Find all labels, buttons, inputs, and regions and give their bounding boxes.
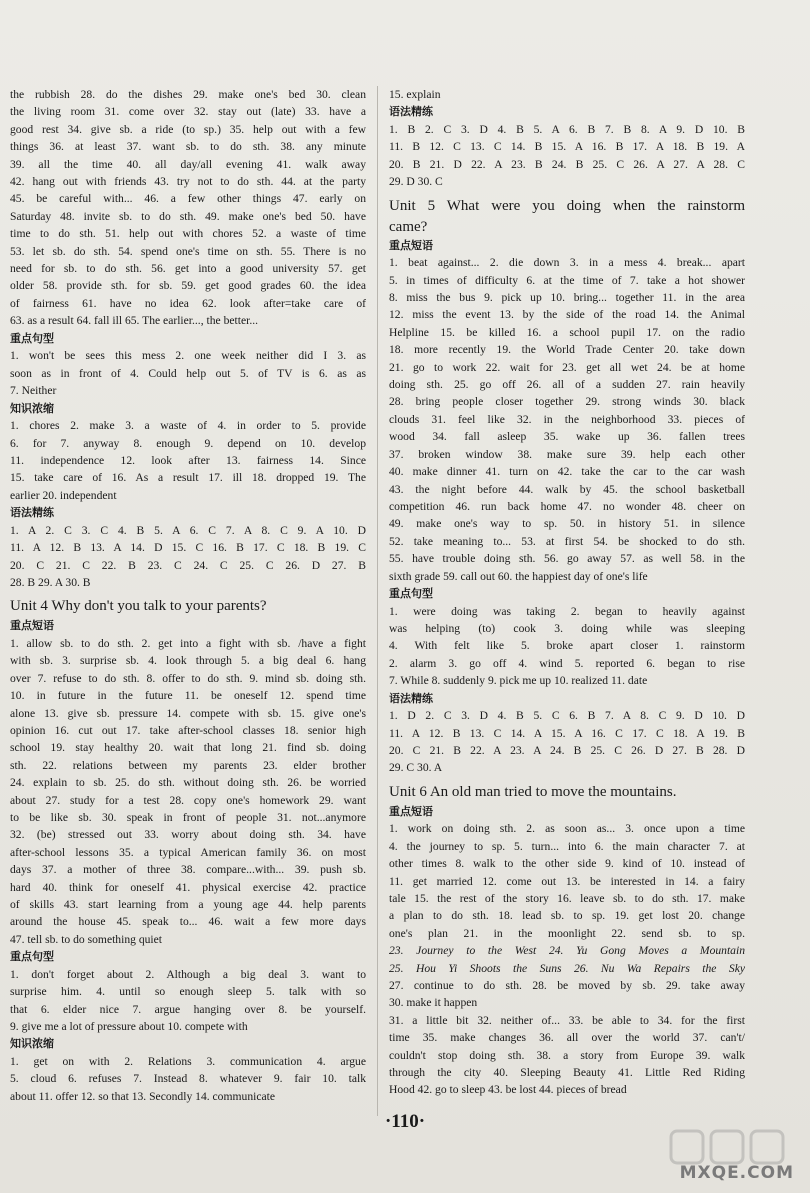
text-line: 9. give me a lot of pressure about 10. compete with [10, 1020, 248, 1034]
text-line: 40. make dinner 41. turn on 42. take the car to the car wash [389, 465, 745, 479]
text-line: 31. a little bit 32. neither of... 33. be able to 34. for the first [389, 1013, 745, 1027]
text-line: 1. D 2. C 3. D 4. B 5. C 6. B 7. A 8. C 9. D 10. D [389, 709, 745, 723]
text-line: alone 13. give sb. pressure 14. compete with sb. 15. give one's [10, 706, 366, 720]
text-line: 24. explain to sb. 25. do sth. without doing sth. 26. be worried [10, 776, 366, 790]
text-line: Helpline 15. be killed 16. a school pupil 17. on the radio [389, 325, 745, 339]
text-line: 11. get married 12. come out 13. be interested in 14. a fairy [389, 874, 745, 888]
text-line: 1. don't forget about 2. Although a big deal 3. want to [10, 967, 366, 981]
text-line: 1. were doing was taking 2. began to heavily against [389, 604, 745, 618]
text-line: time 35. make changes 36. all over the world 37. can't/ [389, 1031, 745, 1045]
text-line: doing sth. 25. go off 26. all of a sudden 27. rain heavily [389, 378, 745, 392]
text-line: 20. C 21. C 22. B 23. C 24. C 25. C 26. D 27. B [10, 558, 366, 572]
text-line: 11. independence 12. look after 13. fairness 14. Since [10, 453, 366, 467]
text-line: of skills 43. start learning from a young age 44. help parents [10, 898, 366, 912]
text-line: the rubbish 28. do the dishes 29. make one's bed 30. clean [10, 88, 366, 101]
text-line: days 37. a mother of three 38. compare...with... 39. push sb. [10, 863, 366, 877]
text-line: around the house 45. speak to... 46. wait a few more days [10, 915, 366, 929]
text-line: 37. broken window 38. make sure 39. help each other [389, 447, 745, 461]
text-line: 20. C 21. B 22. A 23. A 24. B 25. C 26. D 27. B 28. D [389, 743, 745, 757]
section-heading: 重点句型 [10, 331, 54, 345]
text-line: 8. miss the bus 9. pick up 10. bring... together 11. in the area [389, 291, 745, 305]
text-line: 5. cloud 6. refuses 7. Instead 8. whatever 9. fair 10. talk [10, 1072, 366, 1086]
section-heading: 重点句型 [389, 586, 433, 600]
text-line: sixth grade 59. call out 60. the happiest day of one's life [389, 569, 648, 583]
text-line: 15. take care of 16. As a result 17. ill 18. dropped 19. The [10, 471, 366, 485]
text-line: 18. more recently 19. the World Trade Center 20. take down [389, 343, 745, 357]
text-line: 1. won't be sees this mess 2. one week neither did I 3. as [10, 349, 366, 363]
text-line: 12. miss the event 13. by the side of the road 14. the Animal [389, 308, 745, 322]
section-heading: 重点短语 [10, 619, 54, 633]
text-line: 28. bring people closer together 29. strong winds 30. black [389, 395, 745, 409]
text-line: one's plan 21. in the moonlight 22. send sb. to sp. [389, 926, 745, 940]
text-line: 23. Journey to the West 24. Yu Gong Moves a Mountain [389, 944, 745, 958]
watermark-text: MXQE.COM [679, 1163, 794, 1183]
text-line: to be like sb. 30. speak in front of people 31. not...anymore [10, 811, 366, 824]
text-line: the living room 31. come over 32. stay out (late) 33. have a [10, 105, 366, 119]
text-line: 20. B 21. D 22. A 23. B 24. B 25. C 26. A 27. A 28. C [389, 157, 745, 171]
text-line: 52. take meaning to... 53. at first 54. be shocked to do sth. [389, 534, 745, 548]
section-heading: 语法精练 [389, 105, 433, 119]
text-line: 42. hang out with friends 43. try not to do sth. 44. at the party [10, 175, 366, 189]
text-line: 11. A 12. B 13. C 14. A 15. A 16. C 17. C 18. A 19. B [389, 726, 745, 740]
text-line: wood 34. fall asleep 35. wake up 36. fallen trees [389, 430, 745, 444]
text-line: hard 40. think for oneself 41. physical exercise 42. practice [10, 880, 366, 894]
text-line: 55. have trouble doing sth. 56. go away 57. as well 58. in the [389, 552, 745, 566]
text-line: was helping (to) cook 3. doing while was sleeping [389, 621, 745, 635]
text-line: competition 46. run back home 47. no wonder 48. cheer on [389, 499, 745, 513]
text-line: school 19. stay healthy 20. wait that long 21. find sb. doing [10, 741, 366, 755]
text-line: 1. chores 2. make 3. a waste of 4. in order to 5. provide [10, 419, 366, 433]
section-heading: 重点句型 [10, 950, 54, 964]
text-line: 1. A 2. C 3. C 4. B 5. A 6. C 7. A 8. C 9. A 10. D [10, 523, 366, 537]
text-line: surprise him. 4. until so enough sleep 5. talk with so [10, 985, 366, 999]
text-line: time to do sth. 51. help out with chores 52. a waste of time [10, 227, 366, 241]
text-line: 1. beat against... 2. die down 3. in a mess 4. break... apart [389, 256, 745, 270]
text-line: 63. as a result 64. fall ill 65. The earlier..., the better... [10, 314, 259, 328]
text-line: 1. B 2. C 3. D 4. B 5. A 6. B 7. B 8. A 9. D 10. B [389, 123, 745, 136]
unit-title: Unit 5 What were you doing when the rainstorm [389, 197, 745, 214]
text-line: 49. make one's way to sp. 50. in history 51. in silence [389, 517, 745, 531]
section-heading: 知识浓缩 [10, 1037, 54, 1051]
text-line: about 27. study for a test 28. copy one's homework 29. want [10, 793, 366, 807]
text-line: clouds 31. feel like 32. in the neighborhood 33. pieces of [389, 412, 745, 426]
text-line: 11. B 12. C 13. C 14. B 15. A 16. B 17. A 18. B 19. A [389, 140, 745, 154]
text-line: 39. all the time 40. all day/all evening 41. walk away [10, 157, 366, 171]
text-line: 7. Neither [10, 384, 57, 398]
text-line: about 11. offer 12. so that 13. Secondly 14. communicate [10, 1089, 275, 1103]
text-line: good rest 34. give sb. a ride (to sp.) 35. help out with a few [10, 122, 366, 136]
text-line: with sb. 3. surprise sb. 4. look through 5. a big deal 6. hang [10, 654, 366, 668]
text-line: older 58. provide sth. for sb. 59. get good grades 60. the idea [10, 279, 366, 293]
text-line: 53. let sb. do sth. 54. spend one's time on sth. 55. There is no [10, 244, 366, 258]
left-column [10, 86, 366, 1105]
text-line: 7. While 8. suddenly 9. pick me up 10. realized 11. date [389, 674, 648, 688]
text-line: 32. (be) stressed out 33. worry about doing sth. 34. have [10, 828, 366, 842]
text-line: of fairness 61. have no idea 62. look after=take care of [10, 296, 366, 310]
text-line: sth. 22. relations between my parents 23. elder brother [10, 758, 366, 772]
text-line: 43. the night before 44. walk by 45. the school basketball [389, 482, 745, 496]
text-line: 1. allow sb. to do sth. 2. get into a fight with sb. /have a fight [10, 636, 366, 650]
text-line: over 7. refuse to do sth. 8. offer to do sth. 9. mind sb. doing sth. [10, 671, 366, 685]
text-line: earlier 20. independent [10, 488, 117, 502]
text-line: through the city 40. Sleeping Beauty 41. Little Red Riding [389, 1066, 745, 1080]
unit-title: Unit 4 Why don't you talk to your parents? [10, 598, 267, 615]
unit-title-continued: came? [389, 218, 428, 235]
text-line: 15. explain [389, 88, 441, 101]
text-line: 1. work on doing sth. 2. as soon as... 3. once upon a time [389, 822, 745, 836]
text-line: couldn't stop doing sth. 38. a story from Europe 39. walk [389, 1048, 745, 1062]
text-line: 47. tell sb. to do something quiet [10, 932, 162, 946]
text-line: 30. make it happen [389, 996, 478, 1010]
section-heading: 语法精练 [389, 691, 433, 705]
text-line: 27. continue to do sth. 28. be moved by sb. 29. take away [389, 979, 745, 993]
text-line: 28. B 29. A 30. B [10, 575, 91, 589]
right-column [389, 86, 745, 1099]
text-line: 11. A 12. B 13. A 14. D 15. C 16. B 17. C 18. B 19. C [10, 541, 366, 555]
text-line: Hood 42. go to sleep 43. be lost 44. pieces of bread [389, 1083, 627, 1097]
text-line: 21. go to work 22. wait for 23. get all wet 24. be at home [389, 360, 745, 374]
text-line: 5. in times of difficulty 6. at the time of 7. take a hot shower [389, 273, 745, 287]
text-line: a plan to do sth. 18. lead sb. to sp. 19. get lost 20. change [389, 909, 745, 923]
text-line: after-school lessons 35. a typical American family 36. on most [10, 845, 366, 859]
text-line: 4. With felt like 5. broke apart closer 1. rainstorm [389, 639, 745, 653]
text-line: 10. in future in the future 11. be oneself 12. spend time [10, 689, 366, 703]
text-line: 2. alarm 3. go off 4. wind 5. reported 6. began to rise [389, 656, 745, 670]
text-line: other times 8. walk to the other side 9. kind of 10. instead of [389, 857, 745, 871]
text-line: soon as in front of 4. Could help out 5. of TV is 6. as as [10, 366, 366, 380]
section-heading: 重点短语 [389, 238, 433, 252]
text-line: 1. get on with 2. Relations 3. communication 4. argue [10, 1055, 366, 1069]
text-line: 29. D 30. C [389, 175, 443, 189]
section-heading: 语法精练 [10, 506, 54, 520]
text-line: tale 15. the rest of the story 16. leave sb. to do sth. 17. make [389, 892, 745, 905]
text-line: 25. Hou Yi Shoots the Suns 26. Nu Wa Repairs the Sky [389, 961, 745, 975]
section-heading: 知识浓缩 [10, 401, 54, 415]
text-line: need for sb. to do sth. 56. get into a good university 57. get [10, 262, 366, 276]
text-line: 4. the journey to sp. 5. turn... into 6. the main character 7. at [389, 839, 745, 853]
text-line: 6. for 7. anyway 8. enough 9. depend on 10. develop [10, 436, 366, 450]
text-line: things 36. at least 37. want sb. to do sth. 38. any minute [10, 140, 366, 154]
text-line: that 6. elder nice 7. argue hanging over 8. be yourself. [10, 1002, 366, 1016]
text-line: opinion 16. cut out 17. take after-school classes 18. senior high [10, 723, 366, 737]
text-line: 45. be careful with... 46. a few other things 47. early on [10, 192, 366, 206]
text-line: 29. C 30. A [389, 761, 443, 775]
section-heading: 重点短语 [389, 804, 433, 818]
text-line: Saturday 48. invite sb. to do sth. 49. make one's bed 50. have [10, 209, 366, 223]
unit-title: Unit 6 An old man tried to move the mountains. [389, 783, 677, 800]
column-divider [377, 86, 378, 1116]
page-number: ·110· [384, 1111, 426, 1132]
